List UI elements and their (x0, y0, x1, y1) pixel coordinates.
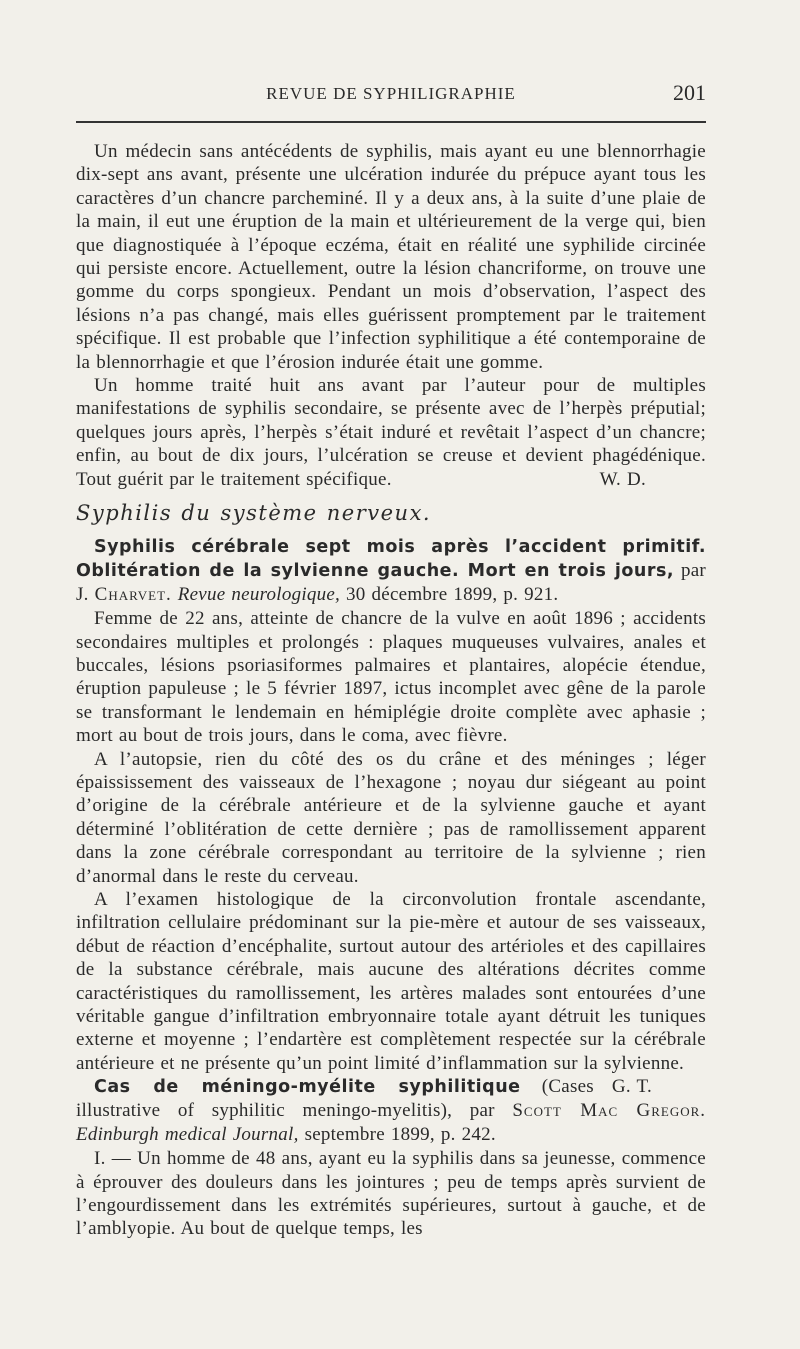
article-subtitle: (Cases illustrative of syphilitic meningo-myelitis), par (76, 1076, 594, 1122)
article-citation: septembre 1899, p. 242. (304, 1124, 496, 1146)
signature: W. D. (599, 468, 646, 490)
article-title: Syphilis cérébrale sept mois après l’accident primitif. Oblitération de la sylvienne gauche. Mort en trois jours, (76, 537, 706, 582)
article-journal: Revue neurologique, (177, 584, 341, 606)
running-head (76, 76, 706, 108)
paragraph-text: A l’examen histologique de la circonvolution frontale ascendante, infiltration cellulaire prédominant sur la pie-mère et autour de ses vaisseaux, début de réaction d’encéphalite, surtout autour des artérioles et des capillaires de la substance cérébrale, mais aucune des altérations décrites comme caractéristiques du ramollissement, les artères malades sont entourées d’une véritable gangue d’infiltration embryonnaire totale ayant détruit les tuniques externe et moyenne ; l’endartère est complètement respectée sur la cérébrale antérieure et ne présente qu’un point limité d’inflammation sur la sylvienne. (76, 888, 706, 1074)
article-author: Charvet. (94, 584, 172, 606)
page-number: 201 (673, 80, 706, 105)
author-initial: J. (76, 584, 89, 606)
paragraph-text: A l’autopsie, rien du côté des os du crâne et des méninges ; léger épaississement des vaisseaux de l’hexagone ; noyau dur siégeant au point d’origine de la cérébrale antérieure et de la sylvienne gauche et ayant déterminé l’oblitération de cette dernière ; pas de ramollissement apparent dans la zone cérébrale correspondant au territoire de la sylvienne ; rien d’anormal dans le reste du cerveau. (76, 748, 706, 887)
page-body (76, 140, 706, 1241)
paragraph (76, 140, 706, 374)
paragraph-text: Femme de 22 ans, atteinte de chancre de la vulve en août 1896 ; accidents secondaires multiples et prolongés : plaques muqueuses vulvaires, anales et buccales, lésions psoriasiformes palmaires et plantaires, alopécie étendue, éruption papuleuse ; le 5 février 1897, ictus incomplet avec gêne de la parole se transformant le lendemain en hémiplégie droite complète avec aphasie ; mort au bout de trois jours, dans le coma, avec fièvre. (76, 608, 706, 747)
paragraph (76, 374, 706, 491)
paragraph-text: Un homme traité huit ans avant par l’auteur pour de multiples manifestations de syphilis secondaire, se présente avec de l’herpès préputial; quelques jours après, l’herpès s’était induré et revêtait l’aspect d’un chancre; enfin, au bout de dix jours, l’ulcération se creuse et devient phagédénique. Tout guérit par le traitement spécifique. (76, 375, 706, 490)
paragraph-text: I. — Un homme de 48 ans, ayant eu la syphilis dans sa jeunesse, commence à éprouver des douleurs dans les jointures ; peu de temps après survient de l’engourdissement dans les extrémités supérieures, surtout à gauche, et de l’amblyopie. Au bout de quelque temps, les (76, 1148, 706, 1240)
article-journal: Edinburgh medical Journal, (76, 1124, 299, 1146)
paragraph (76, 1147, 706, 1241)
article-by: par (681, 560, 707, 582)
paragraph-text: Un médecin sans antécédents de syphilis, mais ayant eu une blennorrhagie dix-sept ans avant, présente une ulcération indurée du prépuce ayant tous les caractères d’un chancre parcheminé. Il y a deux ans, à la suite d’une plaie de la main, il eut une éruption de la main et ultérieurement de la verge qui, bien que diagnostiquée à l’époque eczéma, était en réalité une syphilide circinée qui persiste encore. Actuellement, outre la lésion chancriforme, on trouve une gomme du corps spongieux. Pendant un mois d’observation, l’aspect des lésions n’a pas changé, mais elles guérissent promptement par le traitement spécifique. Il est probable que l’infection syphilitique a été contemporaine de la blennorrhagie et que l’érosion indurée était une gomme. (76, 141, 706, 373)
article-heading (76, 535, 706, 607)
article-citation: 30 décembre 1899, p. 921. (346, 584, 559, 606)
paragraph (76, 748, 706, 888)
running-title: REVUE DE SYPHILIGRAPHIE (266, 84, 516, 103)
section-title: Syphilis du système nerveux. (76, 501, 432, 526)
article-author: Scott Mac Gregor. (512, 1100, 707, 1122)
signature: G. T. (611, 1076, 652, 1098)
header-rule (76, 121, 706, 123)
paragraph (76, 607, 706, 747)
article-title: Cas de méningo-myélite syphilitique (94, 1077, 521, 1098)
